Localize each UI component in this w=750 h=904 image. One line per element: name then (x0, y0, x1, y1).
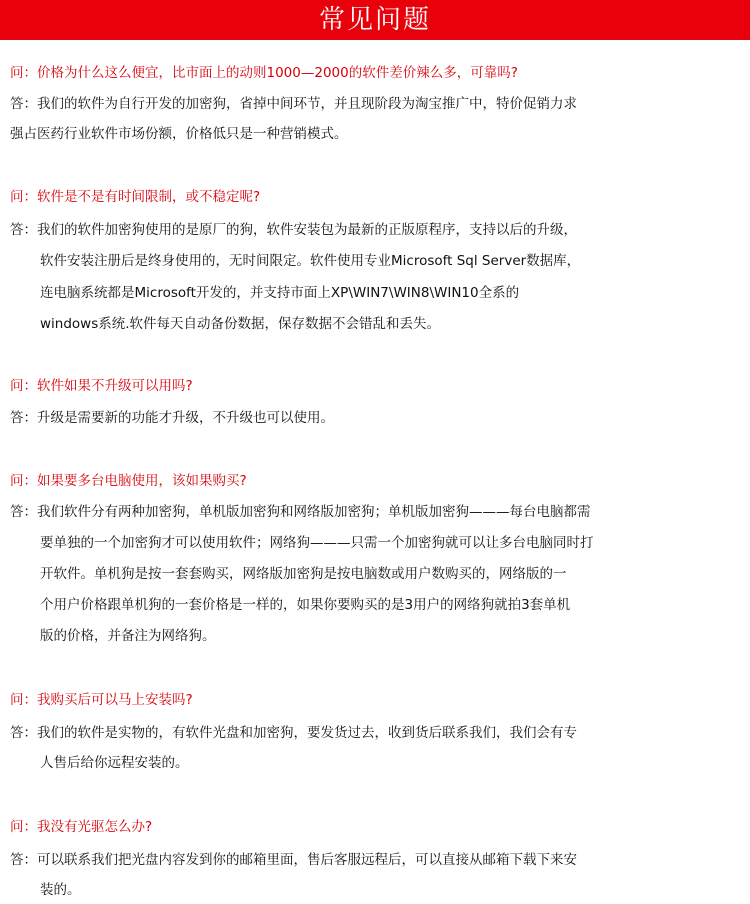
faq-question: 问：我购买后可以马上安装吗? (10, 692, 193, 708)
faq-question: 问：我没有光驱怎么办? (10, 819, 153, 835)
faq-answer-line: 答：可以联系我们把光盘内容发到你的邮箱里面，售后客服远程后，可以直接从邮箱下载下来安 (10, 852, 577, 868)
faq-question: 问：价格为什么这么便宜，比市面上的动则1000—2000的软件差价辣么多，可靠吗? (10, 65, 518, 81)
faq-answer-line: 答：我们软件分有两种加密狗，单机版加密狗和网络版加密狗；单机版加密狗———每台电脑都需 (10, 504, 591, 520)
faq-question: 问：如果要多台电脑使用，该如果购买? (10, 473, 247, 489)
faq-question: 问：软件是不是有时间限制，或不稳定呢? (10, 189, 261, 205)
page-title: 常见问题 (318, 5, 431, 35)
faq-answer-line: 答：升级是需要新的功能才升级，不升级也可以使用。 (10, 410, 334, 426)
faq-answer-line: 连电脑系统都是Microsoft开发的，并支持市面上XP\WIN7\WIN8\WIN10全系的 (40, 285, 520, 301)
faq-answer-line: 个用户价格跟单机狗的一套价格是一样的，如果你要购买的是3用户的网络狗就拍3套单机 (40, 597, 571, 613)
faq-answer-line: 开软件。单机狗是按一套套购买，网络版加密狗是按电脑数或用户数购买的，网络版的一 (40, 566, 567, 582)
faq-answer-line: 版的价格，并备注为网络狗。 (40, 628, 216, 644)
faq-answer-line: windows系统.软件每天自动备份数据，保存数据不会错乱和丢失。 (40, 316, 441, 332)
faq-answer-line: 装的。 (40, 882, 81, 898)
faq-answer-line: 答：我们的软件加密狗使用的是原厂的狗，软件安装包为最新的正版原程序，支持以后的升级， (10, 222, 577, 238)
faq-answer-line: 答：我们的软件是实物的，有软件光盘和加密狗，要发货过去，收到货后联系我们，我们会有专 (10, 725, 577, 741)
faq-header-banner (0, 0, 750, 40)
faq-answer-line: 软件安装注册后是终身使用的，无时间限定。软件使用专业Microsoft Sql Server数据库， (40, 253, 581, 269)
faq-answer-line: 人售后给你远程安装的。 (40, 755, 189, 771)
faq-answer-line: 答：我们的软件为自行开发的加密狗，省掉中间环节，并且现阶段为淘宝推广中，特价促销力求 (10, 96, 577, 112)
faq-answer-line: 强占医药行业软件市场份额，价格低只是一种营销模式。 (10, 126, 348, 142)
faq-answer-line: 要单独的一个加密狗才可以使用软件；网络狗———只需一个加密狗就可以让多台电脑同时打 (40, 535, 594, 551)
faq-question: 问：软件如果不升级可以用吗? (10, 378, 193, 394)
